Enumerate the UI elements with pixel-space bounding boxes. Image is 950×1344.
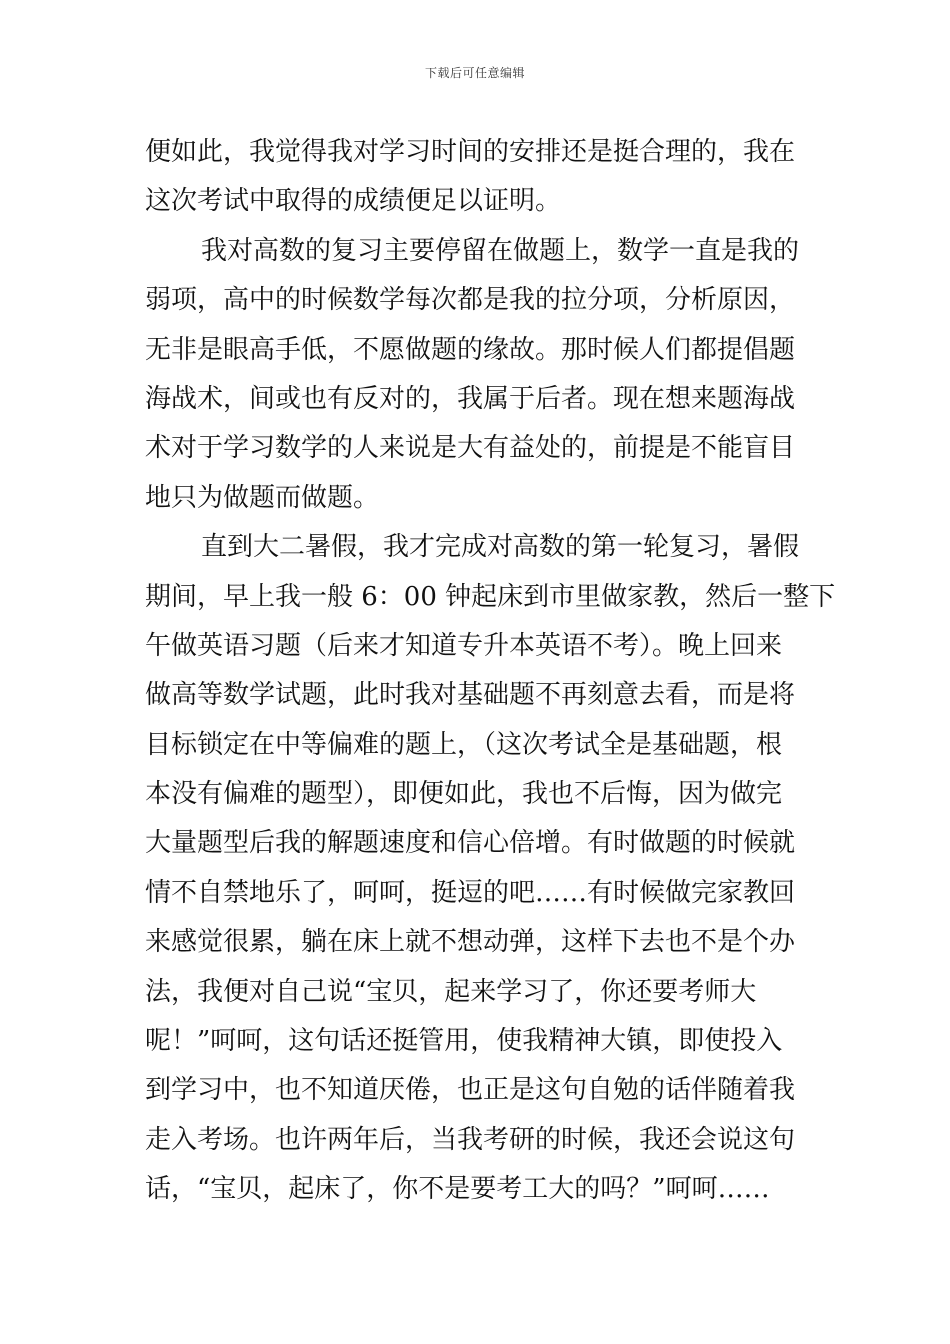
text-line: 海战术，间或也有反对的，我属于后者。现在想来题海战 [145, 383, 796, 414]
text-line: 术对于学习数学的人来说是大有益处的，前提是不能盲目 [145, 433, 796, 464]
text-line: 无非是眼高手低，不愿做题的缘故。那时候人们都提倡题 [145, 334, 796, 365]
text-line: 话，“宝贝，起床了，你不是要考工大的吗？”呵呵…… [145, 1174, 770, 1205]
text-line: 走入考场。也许两年后，当我考研的时候，我还会说这句 [145, 1124, 796, 1155]
text-line: 期间，早上我一般 6：00 钟起床到市里做家教，然后一整下 [145, 581, 836, 612]
document-body [145, 128, 836, 1215]
text-line: 弱项，高中的时候数学每次都是我的拉分项，分析原因， [145, 285, 796, 316]
text-line: 到学习中，也不知道厌倦，也正是这句自勉的话伴随着我 [145, 1075, 796, 1106]
text-line: 法，我便对自己说“宝贝，起来学习了，你还要考师大 [145, 976, 757, 1007]
text-line: 这次考试中取得的成绩便足以证明。 [145, 186, 562, 217]
text-line: 做高等数学试题，此时我对基础题不再刻意去看，而是将 [145, 680, 796, 711]
text-line: 情不自禁地乐了，呵呵，挺逗的吧……有时候做完家教回 [145, 877, 796, 908]
text-line: 目标锁定在中等偏难的题上，（这次考试全是基础题，根 [145, 729, 783, 760]
text-line: 直到大二暑假，我才完成对高数的第一轮复习，暑假 [201, 532, 800, 563]
text-line: 大量题型后我的解题速度和信心倍增。有时做题的时候就 [145, 828, 796, 859]
text-line: 午做英语习题（后来才知道专升本英语不考）。晚上回来 [145, 630, 783, 661]
text-line: 我对高数的复习主要停留在做题上，数学一直是我的 [201, 235, 800, 266]
text-line: 便如此，我觉得我对学习时间的安排还是挺合理的，我在 [145, 137, 796, 167]
header-note: 下载后可任意编辑 [424, 66, 525, 80]
text-line: 呢！”呵呵，这句话还挺管用，使我精神大镇，即使投入 [145, 1026, 783, 1057]
text-line: 来感觉很累，躺在床上就不想动弹，这样下去也不是个办 [145, 927, 796, 958]
text-line: 本没有偏难的题型），即便如此，我也不后悔，因为做完 [145, 779, 783, 810]
text-line: 地只为做题而做题。 [145, 482, 380, 513]
